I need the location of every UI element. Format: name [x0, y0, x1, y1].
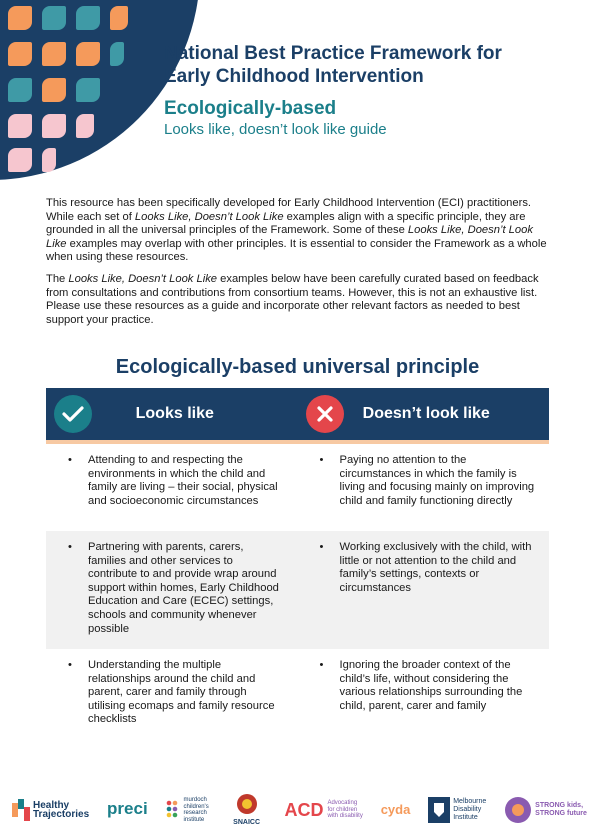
logo-text: Disability	[453, 806, 482, 813]
intro-p2-italic-a: Looks Like, Doesn’t Look Like	[68, 272, 218, 285]
intro-p1-italic-a: Looks Like, Doesn’t Look Like	[134, 210, 284, 223]
intro-p1-text-a: This resource has been specifically developed for Early Childhood Intervention (ECI) practitioners. While each set of	[46, 197, 532, 223]
principle-heading: Ecologically-based universal principle	[115, 356, 480, 378]
bullet-icon: •	[68, 659, 72, 671]
logo-text: Advocating	[327, 800, 358, 807]
intro-p2-text-b: examples below have been carefully curated based on feedback from consultations and contributions from consortium teams. However, this is not an exhaustive list. Please use these resources as a guide and incorporate other relevant factors as needed to best support your practice.	[46, 272, 539, 326]
logo-text: Trajectories	[33, 809, 90, 820]
column-looks-like-label: Looks like	[135, 405, 214, 422]
strong-kids-emblem-icon	[504, 796, 532, 824]
bullet-icon: •	[319, 454, 324, 466]
logo-cyda	[380, 801, 411, 817]
logo-text: murdoch	[183, 797, 207, 803]
snaicc-emblem-icon	[227, 793, 267, 815]
looks-like-cell	[46, 454, 298, 523]
logo-strong-kids	[504, 796, 587, 824]
bullet-icon: •	[68, 454, 72, 466]
document-title	[164, 42, 584, 88]
intro-p1-text-c: examples may overlap with other principles. It is essential to consider the Framework as a whole when using these resources.	[46, 237, 547, 264]
table-row	[46, 531, 549, 649]
title-line-1: National Best Practice Framework for	[164, 43, 502, 64]
healthy-trajectories-mark-icon	[12, 799, 30, 821]
column-doesnt-look-like-label: Doesn’t look like	[362, 405, 490, 422]
logo-text: for children	[327, 806, 358, 813]
looks-like-table	[46, 388, 549, 759]
logo-preci	[107, 799, 148, 818]
looks-like-text: Partnering with parents, carers, families and other services to contribute to and provide wrap around support within homes, Early Childhood Education and Care (ECEC) settings, schools and community whenever possible	[88, 541, 279, 635]
partner-logos	[12, 790, 587, 830]
logo-text: children's	[183, 803, 209, 810]
header-tile-pattern	[0, 0, 140, 180]
intro-p2-text-a: The	[46, 272, 69, 285]
logo-melbourne-disability-institute	[428, 797, 486, 823]
check-icon	[54, 395, 92, 433]
doesnt-look-like-text: Working exclusively with the child, with little or not attention to the child and family’s settings, contexts or circumstances	[339, 541, 532, 594]
guide-subtitle: Looks like, doesn’t look like guide	[164, 121, 387, 138]
looks-like-cell	[46, 541, 298, 641]
logo-text: institute	[183, 816, 205, 823]
page-header	[0, 0, 595, 180]
table-row	[46, 649, 549, 759]
university-crest-icon	[428, 797, 450, 823]
title-line-2: Early Childhood Intervention	[164, 66, 424, 87]
logo-murdoch	[166, 797, 209, 823]
logo-text: research	[183, 810, 207, 816]
intro-text	[46, 197, 556, 335]
table-header	[46, 388, 549, 444]
column-looks-like	[46, 388, 298, 440]
bullet-icon: •	[68, 541, 72, 553]
column-doesnt-look-like	[298, 388, 550, 440]
bullet-icon: •	[319, 541, 324, 553]
intro-paragraph-2	[46, 273, 556, 327]
table-row	[46, 444, 549, 531]
looks-like-text: Attending to and respecting the environments in which the child and family are living – their social, physical and socioeconomic circumstances	[88, 454, 278, 507]
looks-like-text: Understanding the multiple relationships around the child and parent, carer and family through utilising ecomaps and family resource checklists	[88, 659, 275, 726]
intro-p1-text-b: examples align with a specific principle, they are grounded in all the universal principles of the Framework. Some of these	[46, 210, 526, 237]
doesnt-look-like-cell	[298, 541, 550, 641]
logo-healthy-trajectories	[12, 799, 89, 821]
bullet-icon: •	[319, 659, 324, 671]
cross-icon	[306, 395, 344, 433]
logo-text: preci	[107, 799, 148, 818]
logo-text: Melbourne	[453, 798, 487, 805]
doesnt-look-like-cell	[298, 454, 550, 523]
logo-text: Institute	[453, 814, 478, 821]
doesnt-look-like-text: Paying no attention to the circumstances in which the family is living and focusing mainly on improving child and family functioning directly	[339, 454, 535, 507]
logo-text: Healthy	[33, 800, 70, 811]
logo-text: with disability	[327, 813, 363, 820]
intro-p1-italic-b: Looks Like, Doesn’t Look Like	[46, 224, 533, 250]
logo-text: STRONG future	[535, 810, 587, 817]
logo-text: SNAICC	[233, 819, 261, 826]
looks-like-cell	[46, 659, 298, 751]
murdoch-dots-icon	[166, 800, 182, 820]
logo-text: ACD	[284, 799, 324, 820]
intro-paragraph-1	[46, 197, 556, 265]
header-text	[164, 42, 584, 140]
logo-snaicc	[227, 793, 267, 827]
logo-text: cyda	[380, 801, 411, 817]
logo-acd	[284, 800, 362, 820]
doesnt-look-like-text: Ignoring the broader context of the child’s life, without considering the various relationships surrounding the child, parent, carer and family	[339, 659, 523, 712]
principle-subtitle: Ecologically-based	[164, 98, 337, 119]
doesnt-look-like-cell	[298, 659, 550, 751]
logo-text: STRONG kids,	[535, 802, 584, 809]
